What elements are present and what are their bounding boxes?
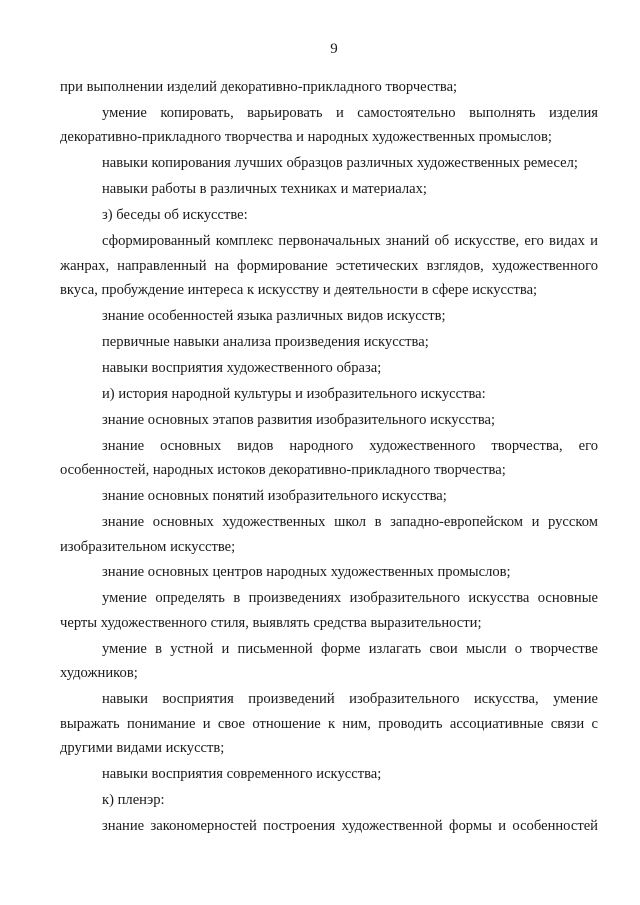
paragraph-9: навыки восприятия художественного образа; — [102, 359, 382, 376]
paragraph-8: первичные навыки анализа произведения искусства; — [102, 334, 429, 351]
paragraph-7: знание особенностей языка различных видов искусств; — [102, 308, 446, 325]
paragraph-3: навыки копирования лучших образцов различных художественных ремесел; — [102, 155, 578, 172]
paragraph-4: навыки работы в различных техниках и материалах; — [102, 181, 427, 198]
page-number: 9 — [330, 41, 338, 57]
paragraph-2: умение копировать, варьировать и самостоятельно выполнять изделия декоративно-прикладного творчества и народных художественных промыслов; — [60, 104, 598, 146]
paragraph-16: умение определять в произведениях изобразительного искусства основные черты художественного стиля, выявлять средства выразительности; — [60, 590, 598, 631]
paragraph-17: умение в устной и письменной форме излагать свои мысли о творчестве художников; — [60, 640, 598, 682]
paragraph-18: навыки восприятия произведений изобразительного искусства, умение выражать понимание и свое отношение к ним, проводить ассоциативные связи с другими видами искусств; — [60, 691, 598, 757]
page-body — [60, 75, 598, 839]
paragraph-20: к) пленэр: — [102, 792, 165, 809]
paragraph-6: сформированный комплекс первоначальных знаний об искусстве, его видах и жанрах, направленный на формирование эстетических взглядов, художественного вкуса, пробуждение интереса к искусству и деятельности в сфере искусства; — [60, 233, 598, 299]
paragraph-21: знание закономерностей построения художественной формы и особенностей — [102, 818, 598, 835]
paragraph-19: навыки восприятия современного искусства; — [102, 766, 382, 783]
paragraph-1: при выполнении изделий декоративно-прикладного творчества; — [60, 79, 458, 95]
paragraph-11: знание основных этапов развития изобразительного искусства; — [102, 411, 496, 428]
paragraph-15: знание основных центров народных художественных промыслов; — [102, 564, 511, 581]
paragraph-10: и) история народной культуры и изобразительного искусства: — [102, 385, 486, 402]
paragraph-12: знание основных видов народного художественного творчества, его особенностей, народных истоков декоративно-прикладного творчества; — [60, 437, 598, 479]
paragraph-5: з) беседы об искусстве: — [102, 207, 248, 224]
paragraph-14: знание основных художественных школ в западно-европейском и русском изобразительном искусстве; — [60, 513, 598, 555]
paragraph-13: знание основных понятий изобразительного искусства; — [102, 488, 447, 505]
